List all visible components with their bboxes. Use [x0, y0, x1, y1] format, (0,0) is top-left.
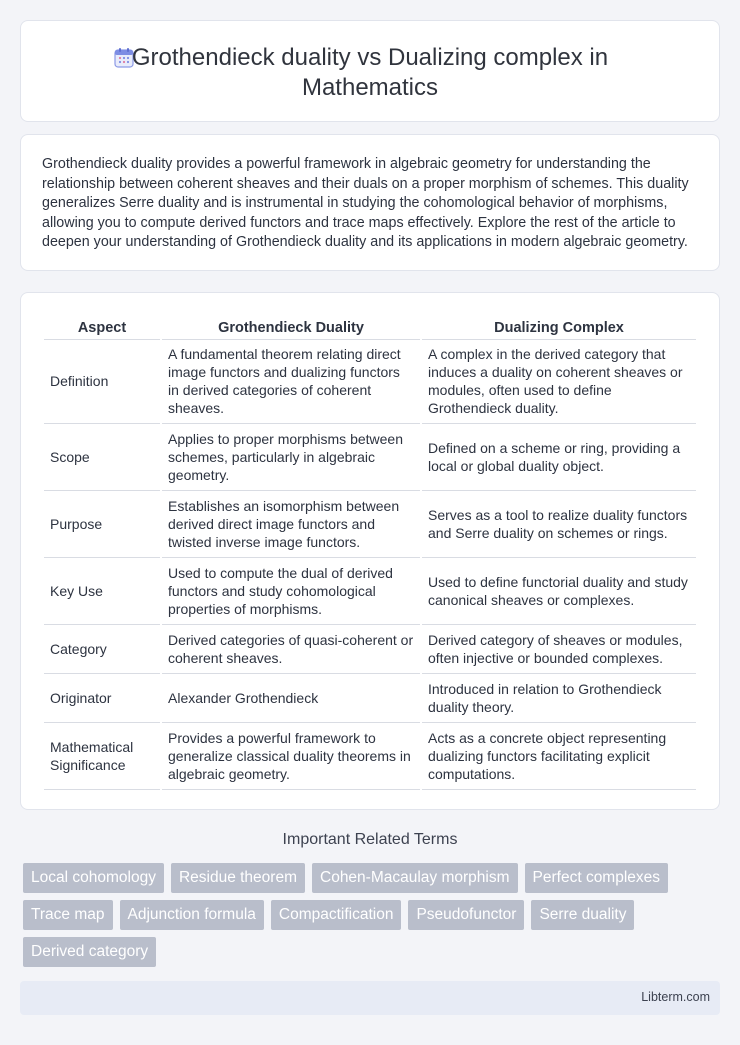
row-aspect: Category — [44, 625, 160, 674]
related-terms-list — [23, 863, 703, 967]
related-term-tag[interactable]: Local cohomology — [23, 863, 164, 893]
table-row — [44, 625, 696, 674]
row-grothendieck: Derived categories of quasi-coherent or coherent sheaves. — [162, 625, 420, 674]
row-dualizing: Used to define functorial duality and study canonical sheaves or complexes. — [422, 558, 696, 625]
row-aspect: Key Use — [44, 558, 160, 625]
header-grothendieck-duality: Grothendieck Duality — [162, 315, 420, 340]
comparison-table — [42, 315, 698, 790]
row-grothendieck: Establishes an isomorphism between derived direct image functors and twisted inverse image functors. — [162, 491, 420, 558]
intro-card — [20, 134, 720, 271]
table-row — [44, 723, 696, 790]
row-aspect: Mathematical Significance — [44, 723, 160, 790]
title-card — [20, 20, 720, 122]
related-term-tag[interactable]: Trace map — [23, 900, 113, 930]
related-terms-title: Important Related Terms — [282, 831, 458, 848]
related-term-tag[interactable]: Compactification — [271, 900, 402, 930]
comparison-card — [20, 292, 720, 810]
row-dualizing: Introduced in relation to Grothendieck duality theory. — [422, 674, 696, 723]
row-aspect: Purpose — [44, 491, 160, 558]
row-dualizing: Acts as a concrete object representing dualizing functors facilitating explicit computations. — [422, 723, 696, 790]
related-term-tag[interactable]: Adjunction formula — [120, 900, 264, 930]
table-row — [44, 491, 696, 558]
row-grothendieck: Provides a powerful framework to generalize classical duality theorems in algebraic geometry. — [162, 723, 420, 790]
related-term-tag[interactable]: Cohen-Macaulay morphism — [312, 863, 518, 893]
row-grothendieck: A fundamental theorem relating direct image functors and dualizing functors in derived categories of coherent sheaves. — [162, 340, 420, 424]
row-dualizing: Serves as a tool to realize duality functors and Serre duality on schemes or rings. — [422, 491, 696, 558]
related-term-tag[interactable]: Residue theorem — [171, 863, 305, 893]
related-term-tag[interactable]: Serre duality — [531, 900, 634, 930]
table-row — [44, 558, 696, 625]
row-aspect: Scope — [44, 424, 160, 491]
row-grothendieck: Used to compute the dual of derived functors and study cohomological properties of morphisms. — [162, 558, 420, 625]
page-title: Grothendieck duality vs Dualizing complex in Mathematics — [131, 44, 609, 101]
related-term-tag[interactable]: Derived category — [23, 937, 156, 967]
table-row — [44, 674, 696, 723]
related-term-tag[interactable]: Pseudofunctor — [408, 900, 524, 930]
table-row — [44, 340, 696, 424]
row-grothendieck: Alexander Grothendieck — [162, 674, 420, 723]
row-dualizing: A complex in the derived category that induces a duality on coherent sheaves or modules, often used to define Grothendieck duality. — [422, 340, 696, 424]
row-aspect: Definition — [44, 340, 160, 424]
table-row — [44, 424, 696, 491]
header-dualizing-complex: Dualizing Complex — [422, 315, 696, 340]
footer-brand-link[interactable]: Libterm.com — [641, 990, 710, 1004]
header-aspect: Aspect — [44, 315, 160, 340]
table-header-row — [44, 315, 696, 340]
row-dualizing: Defined on a scheme or ring, providing a local or global duality object. — [422, 424, 696, 491]
row-grothendieck: Applies to proper morphisms between schemes, particularly in algebraic geometry. — [162, 424, 420, 491]
footer — [20, 981, 720, 1015]
related-term-tag[interactable]: Perfect complexes — [525, 863, 669, 893]
row-dualizing: Derived category of sheaves or modules, often injective or bounded complexes. — [422, 625, 696, 674]
intro-paragraph: Grothendieck duality provides a powerful framework in algebraic geometry for understanding the relationship between coherent sheaves and their duals on a proper morphism of schemes. This duality generalizes Serre duality and is instrumental in studying the cohomological behavior of morphisms, allowing you to compute derived functors and trace maps effectively. Explore the rest of the article to deepen your understanding of Grothendieck duality and its applications in modern algebraic geometry. — [42, 156, 689, 250]
row-aspect: Originator — [44, 674, 160, 723]
